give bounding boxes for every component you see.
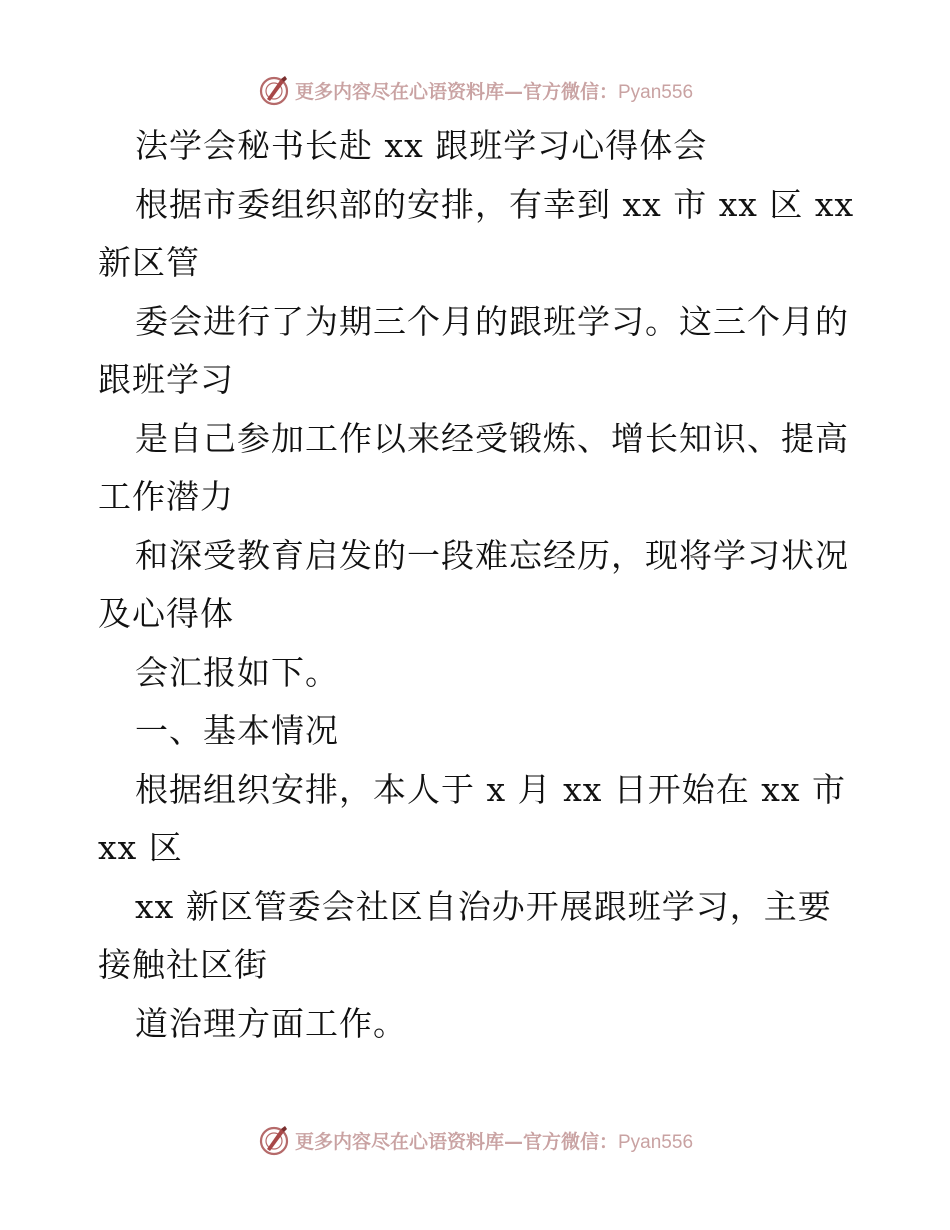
text-line: 工作潜力 — [98, 477, 234, 516]
text-line: 及心得体 — [98, 594, 234, 633]
text-line: 委会进行了为期三个月的跟班学习。这三个月的 — [135, 301, 849, 341]
text-line: 接触社区街 — [98, 945, 268, 984]
footer-watermark — [0, 1120, 950, 1160]
text-line: xx 新区管委会社区自治办开展跟班学习，主要 — [135, 886, 832, 926]
text-line: 道治理方面工作。 — [135, 1003, 407, 1043]
text-line: 和深受教育启发的一段难忘经历，现将学习状况 — [135, 535, 849, 575]
watermark-id: Pyan556 — [618, 81, 694, 103]
watermark-id: Pyan556 — [618, 1131, 694, 1153]
text-line: 根据市委组织部的安排，有幸到 xx 市 xx 区 xx — [135, 184, 855, 224]
pen-logo-icon — [257, 1123, 291, 1157]
text-line: 根据组织安排，本人于 x 月 xx 日开始在 xx 市 — [135, 769, 846, 809]
watermark-text: 更多内容尽在心语资料库—官方微信：Pyan556 — [294, 1130, 694, 1153]
pen-logo-icon — [257, 73, 291, 107]
watermark-text: 更多内容尽在心语资料库—官方微信：Pyan556 — [294, 80, 694, 103]
text-line: 会汇报如下。 — [135, 652, 339, 692]
header-watermark — [0, 70, 950, 110]
document-title: 法学会秘书长赴 xx 跟班学习心得体会 — [135, 126, 708, 165]
section-heading: 一、基本情况 — [135, 711, 339, 750]
document-body — [98, 117, 858, 1053]
text-line: 跟班学习 — [98, 360, 234, 399]
text-line: xx 区 — [98, 828, 183, 867]
text-line: 新区管 — [98, 243, 200, 282]
text-line: 是自己参加工作以来经受锻炼、增长知识、提高 — [135, 418, 849, 458]
